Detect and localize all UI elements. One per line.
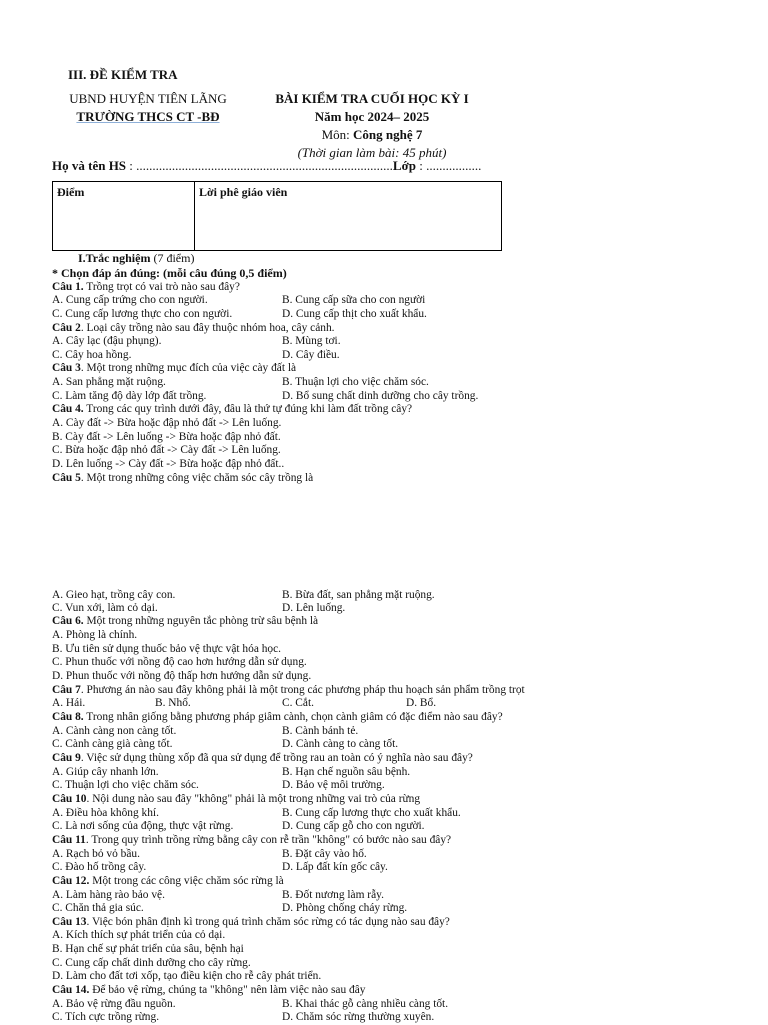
district-name: UBND HUYỆN TIÊN LÃNG bbox=[69, 91, 227, 106]
option-b[interactable]: B. Nhổ. bbox=[155, 697, 191, 709]
class-label: Lớp bbox=[392, 158, 417, 173]
option-a[interactable]: A. Kích thích sự phát triển của cỏ dại. bbox=[52, 929, 226, 941]
option-a[interactable]: A. Gieo hạt, trồng cây con. bbox=[52, 589, 176, 601]
question-13 bbox=[52, 916, 450, 930]
question-text: . Một trong những mục đích của việc cày đất là bbox=[80, 362, 297, 374]
class-field[interactable]: : ................. bbox=[416, 158, 482, 173]
option-a[interactable]: A. Cành càng non càng tốt. bbox=[52, 725, 177, 737]
question-text: . Nội dung nào sau đây "không" phải là một trong những vai trò của rừng bbox=[86, 793, 421, 805]
student-name-label: Họ và tên HS bbox=[52, 158, 127, 173]
question-text: . Phương án nào sau đây không phải là một trong các phương pháp thu hoạch sản phẩm trồng trọt bbox=[80, 684, 525, 696]
question-text: . Việc sử dụng thùng xốp đã qua sử dụng để trồng rau an toàn có ý nghĩa nào sau đây? bbox=[80, 752, 473, 764]
question-1 bbox=[52, 281, 240, 295]
student-name-field[interactable]: : ............................................................................... bbox=[126, 158, 393, 173]
option-d[interactable]: D. Lên luống -> Cày đất -> Bừa hoặc đập nhỏ đất.. bbox=[52, 458, 285, 470]
question-number: Câu 2 bbox=[52, 322, 81, 334]
question-12 bbox=[52, 875, 284, 889]
option-c[interactable]: C. Thuận lợi cho việc chăm sóc. bbox=[52, 779, 199, 791]
option-b[interactable]: B. Mùng tơi. bbox=[282, 335, 341, 347]
option-c[interactable]: C. Phun thuốc với nồng độ cao hơn hướng dẫn sử dụng. bbox=[52, 656, 307, 668]
exam-title: BÀI KIỂM TRA CUỐI HỌC KỲ I bbox=[275, 91, 469, 106]
option-d[interactable]: D. Cây điều. bbox=[282, 349, 340, 361]
option-b[interactable]: B. Hạn chế nguồn sâu bệnh. bbox=[282, 766, 411, 778]
exam-duration: (Thời gian làm bài: 45 phút) bbox=[297, 145, 447, 160]
student-info-line bbox=[52, 158, 481, 174]
option-c[interactable]: C. Cung cấp lương thực cho con người. bbox=[52, 308, 233, 320]
option-d[interactable]: D. Cành càng to càng tốt. bbox=[282, 738, 399, 750]
question-text: Một trong những nguyên tắc phòng trừ sâu bệnh là bbox=[83, 615, 319, 627]
option-d[interactable]: D. Lên luống. bbox=[282, 602, 346, 614]
option-a[interactable]: A. Phòng là chính. bbox=[52, 629, 138, 641]
option-a[interactable]: A. Làm hàng rào bảo vệ. bbox=[52, 889, 165, 901]
option-a[interactable]: A. Bảo vệ rừng đầu nguồn. bbox=[52, 998, 176, 1010]
question-text: Trong nhân giống bằng phương pháp giâm cành, chọn cành giâm có đặc điểm nào sau đây? bbox=[83, 711, 503, 723]
question-number: Câu 8. bbox=[52, 711, 84, 723]
part1-title-text: I.Trắc nghiệm bbox=[78, 251, 151, 265]
option-a[interactable]: A. Cày đất -> Bừa hoặc đập nhỏ đất -> Lên luống. bbox=[52, 417, 282, 429]
option-d[interactable]: D. Bổ sung chất dinh dưỡng cho cây trồng. bbox=[282, 390, 479, 402]
option-a[interactable]: A. Rạch bỏ vỏ bầu. bbox=[52, 848, 140, 860]
subject-label: Môn: bbox=[321, 127, 354, 142]
option-b[interactable]: B. Đặt cây vào hố. bbox=[282, 848, 367, 860]
option-d[interactable]: D. Cung cấp gỗ cho con người. bbox=[282, 820, 425, 832]
school-year: Năm học 2024– 2025 bbox=[314, 109, 430, 124]
question-text: . Loại cây trồng nào sau đây thuộc nhóm hoa, cây cảnh. bbox=[80, 322, 335, 334]
option-d[interactable]: D. Bảo vệ môi trường. bbox=[282, 779, 385, 791]
option-b[interactable]: B. Cày đất -> Lên luống -> Bừa hoặc đập nhỏ đất. bbox=[52, 431, 281, 443]
option-a[interactable]: A. Cung cấp trứng cho con người. bbox=[52, 294, 208, 306]
option-a[interactable]: A. Điều hòa không khí. bbox=[52, 807, 159, 819]
option-d[interactable]: D. Cung cấp thịt cho xuất khẩu. bbox=[282, 308, 427, 320]
question-11 bbox=[52, 834, 451, 848]
part1-points: (7 điểm) bbox=[150, 251, 195, 265]
question-text: Một trong các công việc chăm sóc rừng là bbox=[89, 875, 284, 887]
question-number: Câu 6. bbox=[52, 615, 84, 627]
option-c[interactable]: C. Làm tăng độ dày lớp đất trồng. bbox=[52, 390, 207, 402]
option-c[interactable]: C. Vun xới, làm cỏ dại. bbox=[52, 602, 158, 614]
option-d[interactable]: D. Bổ. bbox=[406, 697, 437, 709]
question-number: Câu 12. bbox=[52, 875, 90, 887]
option-b[interactable]: B. Khai thác gỗ càng nhiều càng tốt. bbox=[282, 998, 449, 1010]
question-text: . Việc bón phân định kì trong quá trình chăm sóc rừng có tác dụng nào sau đây? bbox=[86, 916, 450, 928]
section-title: III. ĐỀ KIỂM TRA bbox=[68, 67, 178, 82]
question-number: Câu 13 bbox=[52, 916, 87, 928]
option-a[interactable]: A. Cây lạc (đậu phụng). bbox=[52, 335, 162, 347]
question-3 bbox=[52, 362, 296, 376]
option-c[interactable]: C. Cành càng già càng tốt. bbox=[52, 738, 173, 750]
question-text: Trong các quy trình dưới đây, đâu là thứ tự đúng khi làm đất trồng cây? bbox=[83, 403, 413, 415]
option-b[interactable]: B. Ưu tiên sử dụng thuốc bảo vệ thực vật hóa học. bbox=[52, 643, 282, 655]
option-c[interactable]: C. Tích cực trồng rừng. bbox=[52, 1011, 160, 1023]
part1-title bbox=[78, 251, 194, 266]
option-a[interactable]: A. Hái. bbox=[52, 697, 86, 709]
option-d[interactable]: D. Làm cho đất tơi xốp, tạo điều kiện cho rễ cây phát triển. bbox=[52, 970, 322, 982]
option-c[interactable]: C. Bừa hoặc đập nhỏ đất -> Cày đất -> Lên luống. bbox=[52, 444, 281, 456]
score-cell[interactable]: Điểm bbox=[53, 182, 195, 251]
teacher-comment-cell[interactable]: Lời phê giáo viên bbox=[195, 182, 502, 251]
question-9 bbox=[52, 752, 473, 766]
question-number: Câu 1. bbox=[52, 281, 84, 293]
subject-line bbox=[262, 127, 482, 143]
part1-instruction: * Chọn đáp án đúng: (mỗi câu đúng 0,5 điểm) bbox=[52, 266, 287, 280]
question-number: Câu 4. bbox=[52, 403, 84, 415]
question-4 bbox=[52, 403, 412, 417]
question-number: Câu 3 bbox=[52, 362, 81, 374]
option-b[interactable]: B. Cành bánh tẻ. bbox=[282, 725, 359, 737]
option-d[interactable]: D. Phòng chống cháy rừng. bbox=[282, 902, 408, 914]
question-number: Câu 9 bbox=[52, 752, 81, 764]
question-text: . Trong quy trình trồng rừng bằng cây con rễ trần "không" có bước nào sau đây? bbox=[85, 834, 452, 846]
question-14 bbox=[52, 984, 365, 998]
option-b[interactable]: B. Đốt nương làm rẫy. bbox=[282, 889, 384, 901]
option-d[interactable]: D. Lấp đất kín gốc cây. bbox=[282, 861, 388, 873]
option-c[interactable]: C. Chăn thả gia súc. bbox=[52, 902, 144, 914]
option-b[interactable]: B. Bừa đất, san phẳng mặt ruộng. bbox=[282, 589, 435, 601]
option-a[interactable]: A. Giúp cây nhanh lớn. bbox=[52, 766, 159, 778]
question-10 bbox=[52, 793, 420, 807]
option-c[interactable]: C. Đào hố trồng cây. bbox=[52, 861, 147, 873]
question-number: Câu 5 bbox=[52, 472, 81, 484]
option-b[interactable]: B. Cung cấp sữa cho con người bbox=[282, 294, 426, 306]
question-7 bbox=[52, 684, 525, 698]
question-text: Trồng trọt có vai trò nào sau đây? bbox=[83, 281, 240, 293]
option-b[interactable]: B. Hạn chế sự phát triển của sâu, bệnh hại bbox=[52, 943, 244, 955]
question-text: Để bảo vệ rừng, chúng ta "không" nên làm việc nào sau đây bbox=[89, 984, 366, 996]
score-table bbox=[52, 181, 502, 251]
option-c[interactable]: C. Cắt. bbox=[282, 697, 314, 709]
question-6 bbox=[52, 615, 318, 629]
question-8 bbox=[52, 711, 503, 725]
option-b[interactable]: B. Cung cấp lương thực cho xuất khẩu. bbox=[282, 807, 461, 819]
option-c[interactable]: C. Cây hoa hồng. bbox=[52, 349, 132, 361]
option-c[interactable]: C. Cung cấp chất dinh dưỡng cho cây rừng. bbox=[52, 957, 251, 969]
question-number: Câu 10 bbox=[52, 793, 87, 805]
option-d[interactable]: D. Chăm sóc rừng thường xuyên. bbox=[282, 1011, 435, 1023]
option-a[interactable]: A. San phẳng mặt ruộng. bbox=[52, 376, 166, 388]
question-5 bbox=[52, 472, 313, 486]
option-b[interactable]: B. Thuận lợi cho việc chăm sóc. bbox=[282, 376, 429, 388]
question-number: Câu 11 bbox=[52, 834, 86, 846]
option-c[interactable]: C. Là nơi sống của động, thực vật rừng. bbox=[52, 820, 234, 832]
option-d[interactable]: D. Phun thuốc với nồng độ thấp hơn hướng dẫn sử dụng. bbox=[52, 670, 312, 682]
question-2 bbox=[52, 322, 335, 336]
question-text: . Một trong những công việc chăm sóc cây trồng là bbox=[80, 472, 314, 484]
question-number: Câu 7 bbox=[52, 684, 81, 696]
school-name: TRƯỜNG THCS CT -BĐ bbox=[76, 109, 220, 124]
subject-value: Công nghệ 7 bbox=[353, 127, 423, 142]
question-number: Câu 14. bbox=[52, 984, 90, 996]
